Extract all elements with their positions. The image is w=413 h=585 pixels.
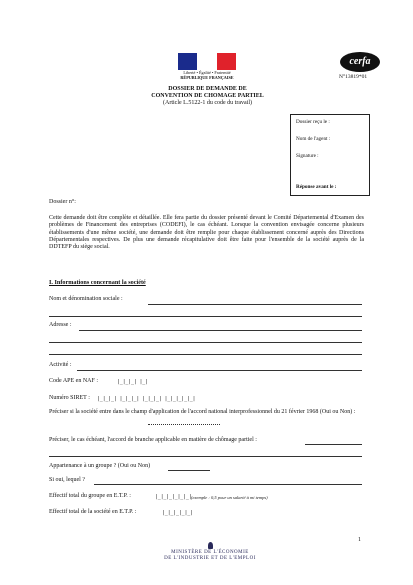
ministry-logo — [155, 542, 265, 562]
section-1-heading: I. Informations concernant la société — [49, 279, 146, 286]
siret-cells[interactable]: |_|_|_| |_|_|_| |_|_|_| |_|_|_|_|_| — [97, 396, 196, 402]
doc-title-line2: CONVENTION DE CHOMAGE PARTIEL — [151, 93, 264, 99]
marianne-logo — [178, 53, 236, 70]
accord-label: Préciser si la société entre dans le champ d'application de l'accord national interprofessionnel du 21 février 1968 (Oui ou Non) : — [49, 409, 356, 415]
company-name-field[interactable] — [148, 304, 362, 305]
company-name-label: Nom et dénomination sociale : — [49, 296, 123, 302]
effectif-groupe-cells[interactable]: |_|_|_|_|_|_| — [155, 494, 192, 500]
address-label: Adresse : — [49, 322, 72, 328]
address-field[interactable] — [79, 330, 362, 331]
flag-blue — [178, 53, 197, 70]
flag-red — [217, 53, 236, 70]
response-label: Réponse avant le : — [296, 184, 337, 190]
effectif-societe-cells[interactable]: |_|_|_|_|_| — [162, 510, 193, 516]
republic-caption — [176, 70, 238, 80]
intro-paragraph: Cette demande doit être complète et détaillée. Elle fera partie du dossier présenté devant le Comité Départemental d'Examen des problèmes de Financement des entreprises (CODEFI), le cas échéant. Lorsque la convention envisagée concerne plusieurs établissements d'une même société, une demande doit être remplie pour chaque établissement concerné auprès des Directions Départementales respectives. De plus une demande récapitulative doit être faite pour l'ensemble de la société auprès de la DDTEFP du siège social. — [49, 215, 364, 251]
received-label: Dossier reçu le : — [296, 119, 330, 125]
activity-field[interactable] — [77, 370, 362, 371]
accord-question — [49, 409, 364, 416]
admin-box — [290, 114, 370, 196]
branche-field[interactable] — [305, 444, 362, 445]
address-field-3[interactable] — [49, 354, 362, 355]
ministry-line1: MINISTÈRE DE L'ÉCONOMIE — [171, 550, 249, 555]
effectif-societe-label: Effectif total de la société en E.T.P. : — [49, 509, 137, 515]
siret-label: Numéro SIRET : — [49, 395, 90, 401]
ape-label: Code APE en NAF : — [49, 378, 99, 384]
branche-field-2[interactable] — [49, 456, 362, 457]
activity-label: Activité : — [49, 362, 72, 368]
ape-code-cells[interactable]: |_|_|_| |_| — [117, 379, 148, 385]
cerfa-logo: cerfa — [340, 52, 380, 72]
ministry-flame-icon — [208, 542, 213, 549]
dossier-number-label: Dossier n°: — [49, 199, 76, 205]
ministry-line2: DE L'INDUSTRIE ET DE L'EMPLOI — [164, 556, 256, 561]
agent-label: Nom de l'agent : — [296, 136, 331, 142]
groupe-field[interactable] — [168, 470, 210, 471]
accord-answer-field[interactable] — [148, 424, 220, 425]
page-number: 1 — [358, 537, 361, 543]
doc-title-article: (Article L.5122-1 du code du travail) — [163, 100, 252, 106]
effectif-groupe-label: Effectif total du groupe en E.T.P. : — [49, 493, 131, 499]
effectif-groupe-note: (exemple : 0,5 pour un salarié à mi temps) — [191, 495, 268, 500]
flag-white — [197, 53, 216, 70]
branche-label: Préciser, le cas échéant, l'accord de branche applicable en matière de chômage partiel : — [49, 437, 257, 443]
cerfa-number: N°13819*01 — [339, 74, 368, 80]
doc-title-line1: DOSSIER DE DEMANDE DE — [168, 86, 247, 92]
republic-name: RÉPUBLIQUE FRANÇAISE — [180, 75, 234, 80]
signature-label: Signature : — [296, 153, 319, 159]
republic-motto: Liberté • Égalité • Fraternité — [183, 70, 231, 75]
lequel-label: Si oui, lequel ? — [49, 477, 85, 483]
groupe-label: Appartenance à un groupe ? (Oui ou Non) — [49, 463, 151, 469]
lequel-field[interactable] — [94, 484, 362, 485]
address-field-2[interactable] — [49, 342, 362, 343]
company-name-field-2[interactable] — [49, 316, 362, 317]
